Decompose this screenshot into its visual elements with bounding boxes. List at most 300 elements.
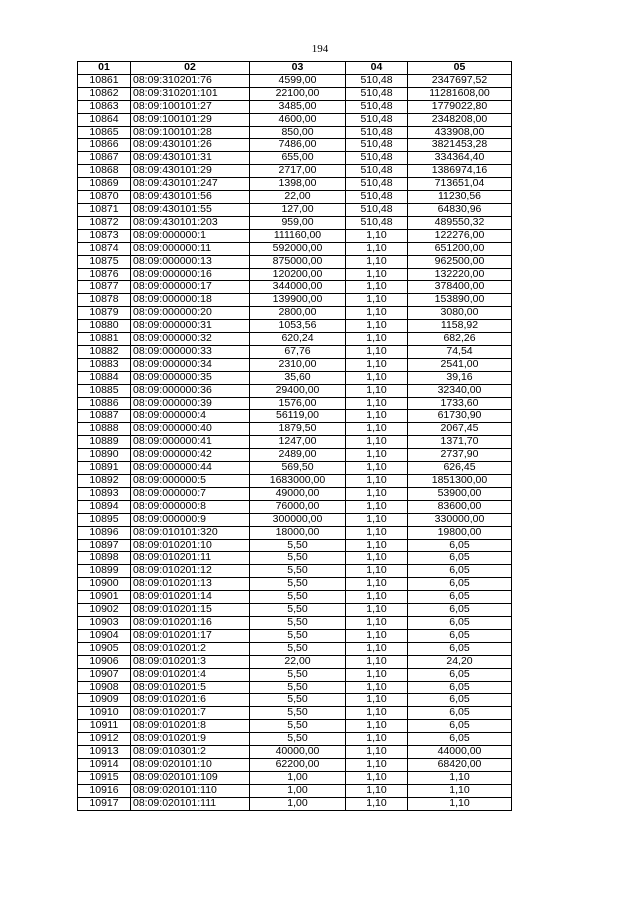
table-row	[78, 436, 512, 449]
code-cell: 08:09:010201:14	[131, 591, 250, 604]
rate-cell: 1,10	[346, 771, 408, 784]
amount-cell: 2348208,00	[408, 113, 512, 126]
row-number-cell: 10889	[78, 436, 131, 449]
rate-cell: 1,10	[346, 642, 408, 655]
table-row	[78, 384, 512, 397]
table-row	[78, 294, 512, 307]
amount-cell: 122276,00	[408, 229, 512, 242]
quantity-cell: 5,50	[250, 720, 346, 733]
quantity-cell: 300000,00	[250, 513, 346, 526]
quantity-cell: 111160,00	[250, 229, 346, 242]
code-cell: 08:09:010201:17	[131, 629, 250, 642]
code-cell: 08:09:010201:4	[131, 668, 250, 681]
amount-cell: 1371,70	[408, 436, 512, 449]
rate-cell: 1,10	[346, 320, 408, 333]
code-cell: 08:09:010201:8	[131, 720, 250, 733]
code-cell: 08:09:000000:9	[131, 513, 250, 526]
table-row	[78, 126, 512, 139]
amount-cell: 378400,00	[408, 281, 512, 294]
amount-cell: 334364,40	[408, 152, 512, 165]
rate-cell: 510,48	[346, 100, 408, 113]
rate-cell: 1,10	[346, 526, 408, 539]
table-row	[78, 178, 512, 191]
quantity-cell: 5,50	[250, 565, 346, 578]
code-cell: 08:09:020101:110	[131, 784, 250, 797]
code-cell: 08:09:000000:39	[131, 397, 250, 410]
row-number-cell: 10890	[78, 449, 131, 462]
quantity-cell: 5,50	[250, 733, 346, 746]
rate-cell: 510,48	[346, 191, 408, 204]
quantity-cell: 3485,00	[250, 100, 346, 113]
quantity-cell: 1683000,00	[250, 475, 346, 488]
quantity-cell: 1247,00	[250, 436, 346, 449]
rate-cell: 1,10	[346, 229, 408, 242]
table-row	[78, 113, 512, 126]
row-number-cell: 10903	[78, 616, 131, 629]
row-number-cell: 10894	[78, 500, 131, 513]
quantity-cell: 1,00	[250, 797, 346, 810]
amount-cell: 651200,00	[408, 242, 512, 255]
row-number-cell: 10873	[78, 229, 131, 242]
rate-cell: 1,10	[346, 746, 408, 759]
quantity-cell: 5,50	[250, 668, 346, 681]
rate-cell: 1,10	[346, 552, 408, 565]
row-number-cell: 10861	[78, 74, 131, 87]
code-cell: 08:09:000000:35	[131, 371, 250, 384]
table-row	[78, 333, 512, 346]
row-number-cell: 10878	[78, 294, 131, 307]
quantity-cell: 2800,00	[250, 307, 346, 320]
amount-cell: 6,05	[408, 668, 512, 681]
code-cell: 08:09:430101:56	[131, 191, 250, 204]
row-number-cell: 10910	[78, 707, 131, 720]
rate-cell: 1,10	[346, 539, 408, 552]
rate-cell: 1,10	[346, 462, 408, 475]
row-number-cell: 10909	[78, 694, 131, 707]
header-cell-01: 01	[78, 62, 131, 75]
rate-cell: 510,48	[346, 126, 408, 139]
amount-cell: 44000,00	[408, 746, 512, 759]
code-cell: 08:09:100101:28	[131, 126, 250, 139]
code-cell: 08:09:010201:3	[131, 655, 250, 668]
table-row	[78, 345, 512, 358]
table-row	[78, 87, 512, 100]
rate-cell: 510,48	[346, 87, 408, 100]
quantity-cell: 18000,00	[250, 526, 346, 539]
quantity-cell: 5,50	[250, 707, 346, 720]
table-row	[78, 694, 512, 707]
table-row	[78, 616, 512, 629]
table-row	[78, 371, 512, 384]
row-number-cell: 10899	[78, 565, 131, 578]
table-row	[78, 758, 512, 771]
table-row	[78, 771, 512, 784]
table-row	[78, 668, 512, 681]
amount-cell: 1733,60	[408, 397, 512, 410]
row-number-cell: 10917	[78, 797, 131, 810]
code-cell: 08:09:000000:18	[131, 294, 250, 307]
table-row	[78, 100, 512, 113]
row-number-cell: 10916	[78, 784, 131, 797]
quantity-cell: 4599,00	[250, 74, 346, 87]
quantity-cell: 76000,00	[250, 500, 346, 513]
row-number-cell: 10868	[78, 165, 131, 178]
code-cell: 08:09:020101:111	[131, 797, 250, 810]
table-row	[78, 74, 512, 87]
code-cell: 08:09:010201:6	[131, 694, 250, 707]
amount-cell: 1,10	[408, 784, 512, 797]
table-row	[78, 629, 512, 642]
table-row	[78, 397, 512, 410]
rate-cell: 1,10	[346, 294, 408, 307]
amount-cell: 2067,45	[408, 423, 512, 436]
code-cell: 08:09:310201:76	[131, 74, 250, 87]
amount-cell: 962500,00	[408, 255, 512, 268]
table-row	[78, 733, 512, 746]
quantity-cell: 5,50	[250, 616, 346, 629]
rate-cell: 1,10	[346, 513, 408, 526]
quantity-cell: 22,00	[250, 655, 346, 668]
row-number-cell: 10871	[78, 203, 131, 216]
row-number-cell: 10888	[78, 423, 131, 436]
amount-cell: 11230,56	[408, 191, 512, 204]
amount-cell: 6,05	[408, 616, 512, 629]
code-cell: 08:09:310201:101	[131, 87, 250, 100]
rate-cell: 1,10	[346, 487, 408, 500]
table-row	[78, 268, 512, 281]
table-row	[78, 513, 512, 526]
table-row	[78, 229, 512, 242]
row-number-cell: 10904	[78, 629, 131, 642]
table-row	[78, 707, 512, 720]
amount-cell: 19800,00	[408, 526, 512, 539]
table-row	[78, 423, 512, 436]
rate-cell: 1,10	[346, 758, 408, 771]
amount-cell: 330000,00	[408, 513, 512, 526]
table-row	[78, 539, 512, 552]
quantity-cell: 620,24	[250, 333, 346, 346]
amount-cell: 1851300,00	[408, 475, 512, 488]
rate-cell: 1,10	[346, 384, 408, 397]
code-cell: 08:09:010201:15	[131, 604, 250, 617]
amount-cell: 713651,04	[408, 178, 512, 191]
rate-cell: 1,10	[346, 268, 408, 281]
quantity-cell: 344000,00	[250, 281, 346, 294]
table-body	[78, 74, 512, 810]
table-row	[78, 242, 512, 255]
table-row	[78, 746, 512, 759]
code-cell: 08:09:430101:26	[131, 139, 250, 152]
amount-cell: 153890,00	[408, 294, 512, 307]
code-cell: 08:09:000000:34	[131, 358, 250, 371]
table-row	[78, 307, 512, 320]
quantity-cell: 569,50	[250, 462, 346, 475]
rate-cell: 1,10	[346, 449, 408, 462]
row-number-cell: 10901	[78, 591, 131, 604]
quantity-cell: 120200,00	[250, 268, 346, 281]
rate-cell: 1,10	[346, 410, 408, 423]
table-row	[78, 358, 512, 371]
amount-cell: 24,20	[408, 655, 512, 668]
rate-cell: 1,10	[346, 616, 408, 629]
code-cell: 08:09:010101:320	[131, 526, 250, 539]
quantity-cell: 56119,00	[250, 410, 346, 423]
quantity-cell: 35,60	[250, 371, 346, 384]
rate-cell: 510,48	[346, 139, 408, 152]
code-cell: 08:09:000000:20	[131, 307, 250, 320]
table-row	[78, 216, 512, 229]
code-cell: 08:09:000000:40	[131, 423, 250, 436]
table-row	[78, 475, 512, 488]
quantity-cell: 959,00	[250, 216, 346, 229]
amount-cell: 6,05	[408, 565, 512, 578]
table-row	[78, 203, 512, 216]
amount-cell: 6,05	[408, 733, 512, 746]
quantity-cell: 7486,00	[250, 139, 346, 152]
code-cell: 08:09:010201:9	[131, 733, 250, 746]
row-number-cell: 10880	[78, 320, 131, 333]
rate-cell: 1,10	[346, 784, 408, 797]
code-cell: 08:09:430101:29	[131, 165, 250, 178]
rate-cell: 510,48	[346, 165, 408, 178]
amount-cell: 6,05	[408, 539, 512, 552]
row-number-cell: 10887	[78, 410, 131, 423]
rate-cell: 1,10	[346, 500, 408, 513]
code-cell: 08:09:020101:10	[131, 758, 250, 771]
rate-cell: 510,48	[346, 113, 408, 126]
quantity-cell: 22,00	[250, 191, 346, 204]
rate-cell: 1,10	[346, 358, 408, 371]
quantity-cell: 22100,00	[250, 87, 346, 100]
header-cell-04: 04	[346, 62, 408, 75]
table-row	[78, 784, 512, 797]
table-row	[78, 720, 512, 733]
rate-cell: 1,10	[346, 629, 408, 642]
rate-cell: 510,48	[346, 216, 408, 229]
quantity-cell: 139900,00	[250, 294, 346, 307]
registry-table	[77, 61, 512, 811]
quantity-cell: 850,00	[250, 126, 346, 139]
amount-cell: 626,45	[408, 462, 512, 475]
rate-cell: 1,10	[346, 707, 408, 720]
table-row	[78, 591, 512, 604]
code-cell: 08:09:010201:13	[131, 578, 250, 591]
amount-cell: 2541,00	[408, 358, 512, 371]
rate-cell: 1,10	[346, 655, 408, 668]
amount-cell: 1,10	[408, 771, 512, 784]
quantity-cell: 40000,00	[250, 746, 346, 759]
quantity-cell: 875000,00	[250, 255, 346, 268]
row-number-cell: 10905	[78, 642, 131, 655]
amount-cell: 6,05	[408, 578, 512, 591]
amount-cell: 1779022,80	[408, 100, 512, 113]
quantity-cell: 49000,00	[250, 487, 346, 500]
rate-cell: 510,48	[346, 74, 408, 87]
table-row	[78, 487, 512, 500]
code-cell: 08:09:000000:4	[131, 410, 250, 423]
row-number-cell: 10862	[78, 87, 131, 100]
header-cell-03: 03	[250, 62, 346, 75]
table-row	[78, 500, 512, 513]
row-number-cell: 10913	[78, 746, 131, 759]
amount-cell: 6,05	[408, 694, 512, 707]
rate-cell: 1,10	[346, 371, 408, 384]
row-number-cell: 10869	[78, 178, 131, 191]
rate-cell: 1,10	[346, 345, 408, 358]
quantity-cell: 4600,00	[250, 113, 346, 126]
table-row	[78, 642, 512, 655]
row-number-cell: 10891	[78, 462, 131, 475]
rate-cell: 1,10	[346, 333, 408, 346]
code-cell: 08:09:000000:36	[131, 384, 250, 397]
rate-cell: 1,10	[346, 591, 408, 604]
row-number-cell: 10895	[78, 513, 131, 526]
row-number-cell: 10898	[78, 552, 131, 565]
quantity-cell: 2717,00	[250, 165, 346, 178]
row-number-cell: 10885	[78, 384, 131, 397]
quantity-cell: 5,50	[250, 604, 346, 617]
row-number-cell: 10879	[78, 307, 131, 320]
quantity-cell: 67,76	[250, 345, 346, 358]
table-row	[78, 552, 512, 565]
amount-cell: 2347697,52	[408, 74, 512, 87]
rate-cell: 1,10	[346, 720, 408, 733]
code-cell: 08:09:000000:13	[131, 255, 250, 268]
row-number-cell: 10906	[78, 655, 131, 668]
rate-cell: 1,10	[346, 255, 408, 268]
quantity-cell: 5,50	[250, 681, 346, 694]
quantity-cell: 5,50	[250, 552, 346, 565]
amount-cell: 64830,96	[408, 203, 512, 216]
row-number-cell: 10867	[78, 152, 131, 165]
code-cell: 08:09:010201:2	[131, 642, 250, 655]
amount-cell: 1158,92	[408, 320, 512, 333]
amount-cell: 6,05	[408, 552, 512, 565]
table-row	[78, 462, 512, 475]
row-number-cell: 10911	[78, 720, 131, 733]
code-cell: 08:09:010201:16	[131, 616, 250, 629]
code-cell: 08:09:010201:10	[131, 539, 250, 552]
amount-cell: 682,26	[408, 333, 512, 346]
quantity-cell: 2489,00	[250, 449, 346, 462]
code-cell: 08:09:010201:12	[131, 565, 250, 578]
table-row	[78, 152, 512, 165]
row-number-cell: 10897	[78, 539, 131, 552]
rate-cell: 1,10	[346, 475, 408, 488]
code-cell: 08:09:000000:32	[131, 333, 250, 346]
amount-cell: 6,05	[408, 591, 512, 604]
rate-cell: 1,10	[346, 797, 408, 810]
code-cell: 08:09:000000:17	[131, 281, 250, 294]
row-number-cell: 10893	[78, 487, 131, 500]
row-number-cell: 10876	[78, 268, 131, 281]
rate-cell: 1,10	[346, 733, 408, 746]
header-cell-02: 02	[131, 62, 250, 75]
row-number-cell: 10907	[78, 668, 131, 681]
quantity-cell: 5,50	[250, 694, 346, 707]
rate-cell: 1,10	[346, 681, 408, 694]
row-number-cell: 10877	[78, 281, 131, 294]
quantity-cell: 1,00	[250, 771, 346, 784]
quantity-cell: 62200,00	[250, 758, 346, 771]
code-cell: 08:09:020101:109	[131, 771, 250, 784]
amount-cell: 489550,32	[408, 216, 512, 229]
amount-cell: 83600,00	[408, 500, 512, 513]
quantity-cell: 1576,00	[250, 397, 346, 410]
code-cell: 08:09:000000:44	[131, 462, 250, 475]
quantity-cell: 5,50	[250, 642, 346, 655]
row-number-cell: 10908	[78, 681, 131, 694]
table-row	[78, 578, 512, 591]
row-number-cell: 10874	[78, 242, 131, 255]
quantity-cell: 29400,00	[250, 384, 346, 397]
row-number-cell: 10912	[78, 733, 131, 746]
rate-cell: 1,10	[346, 281, 408, 294]
code-cell: 08:09:000000:42	[131, 449, 250, 462]
code-cell: 08:09:430101:203	[131, 216, 250, 229]
amount-cell: 1386974,16	[408, 165, 512, 178]
row-number-cell: 10872	[78, 216, 131, 229]
table-row	[78, 681, 512, 694]
code-cell: 08:09:430101:247	[131, 178, 250, 191]
amount-cell: 132220,00	[408, 268, 512, 281]
header-cell-05: 05	[408, 62, 512, 75]
row-number-cell: 10902	[78, 604, 131, 617]
rate-cell: 1,10	[346, 397, 408, 410]
amount-cell: 53900,00	[408, 487, 512, 500]
code-cell: 08:09:010201:5	[131, 681, 250, 694]
rate-cell: 1,10	[346, 578, 408, 591]
amount-cell: 433908,00	[408, 126, 512, 139]
table-row	[78, 449, 512, 462]
quantity-cell: 5,50	[250, 591, 346, 604]
code-cell: 08:09:100101:27	[131, 100, 250, 113]
amount-cell: 1,10	[408, 797, 512, 810]
amount-cell: 2737,90	[408, 449, 512, 462]
row-number-cell: 10896	[78, 526, 131, 539]
row-number-cell: 10915	[78, 771, 131, 784]
code-cell: 08:09:100101:29	[131, 113, 250, 126]
amount-cell: 3080,00	[408, 307, 512, 320]
amount-cell: 3821453,28	[408, 139, 512, 152]
code-cell: 08:09:000000:33	[131, 345, 250, 358]
table-row	[78, 565, 512, 578]
table-row	[78, 655, 512, 668]
table-row	[78, 410, 512, 423]
code-cell: 08:09:000000:41	[131, 436, 250, 449]
code-cell: 08:09:000000:1	[131, 229, 250, 242]
quantity-cell: 655,00	[250, 152, 346, 165]
amount-cell: 61730,90	[408, 410, 512, 423]
quantity-cell: 1398,00	[250, 178, 346, 191]
quantity-cell: 2310,00	[250, 358, 346, 371]
table-row	[78, 191, 512, 204]
rate-cell: 510,48	[346, 203, 408, 216]
amount-cell: 6,05	[408, 720, 512, 733]
code-cell: 08:09:000000:5	[131, 475, 250, 488]
row-number-cell: 10900	[78, 578, 131, 591]
quantity-cell: 1,00	[250, 784, 346, 797]
row-number-cell: 10881	[78, 333, 131, 346]
rate-cell: 1,10	[346, 694, 408, 707]
quantity-cell: 5,50	[250, 539, 346, 552]
rate-cell: 1,10	[346, 307, 408, 320]
code-cell: 08:09:000000:7	[131, 487, 250, 500]
row-number-cell: 10864	[78, 113, 131, 126]
table-header	[78, 62, 512, 75]
amount-cell: 74,54	[408, 345, 512, 358]
row-number-cell: 10866	[78, 139, 131, 152]
